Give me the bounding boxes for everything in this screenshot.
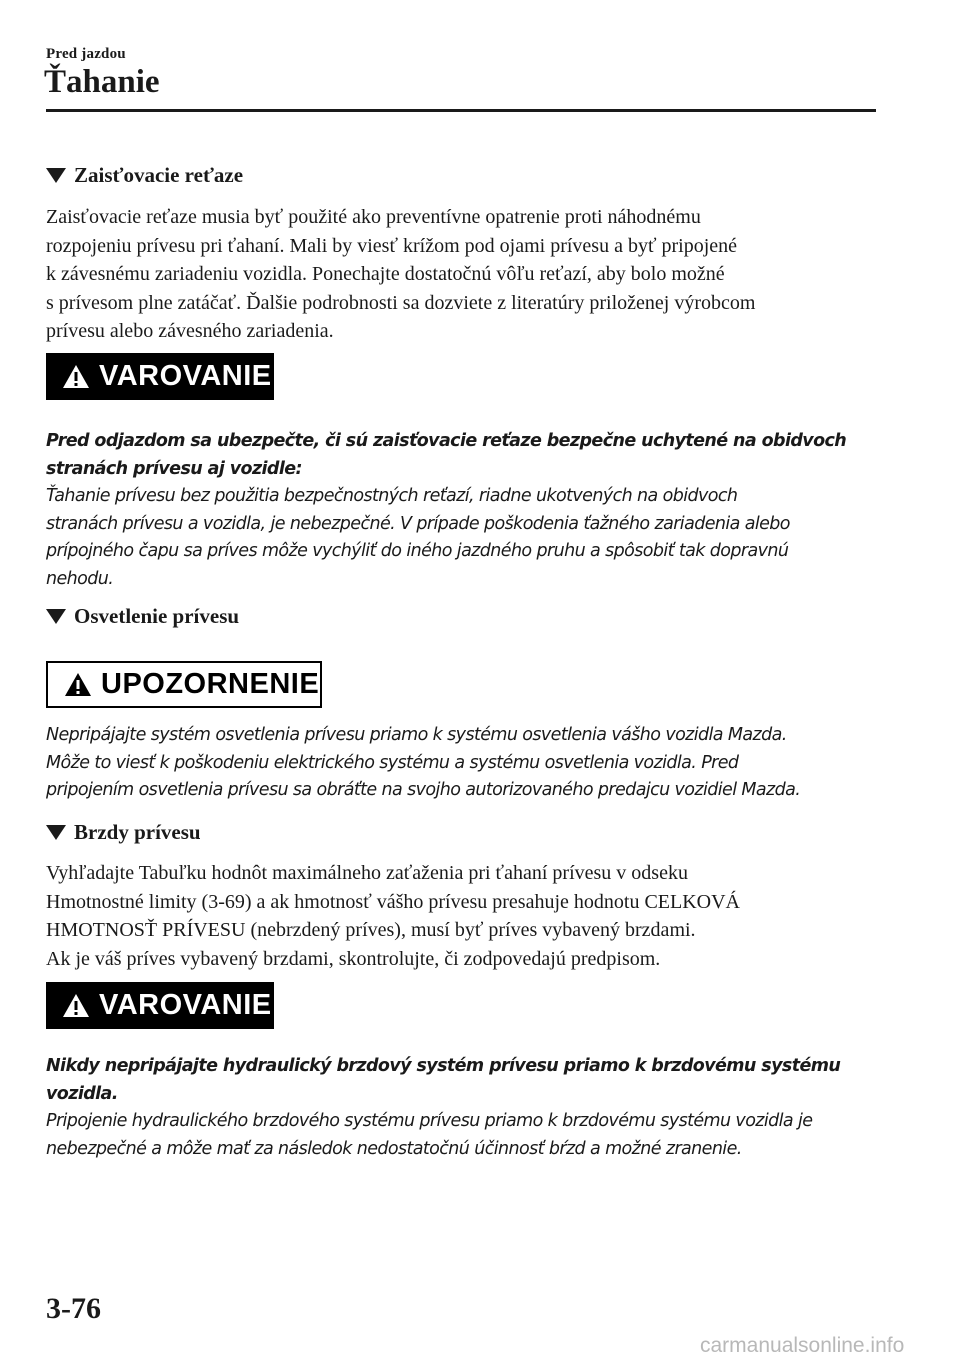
paragraph-line: HMOTNOSŤ PRÍVESU (nebrzdený príves), musí byť príves vybavený brzdami. — [46, 919, 696, 941]
paragraph-line: rozpojeniu prívesu pri ťahaní. Mali by viesť krížom pod ojami prívesu a byť pripojené — [46, 234, 738, 257]
paragraph-line: s prívesom plne zatáčať. Ďalšie podrobnosti sa dozviete z literatúry priloženej výrobcom — [46, 291, 756, 314]
section-heading-trailer-lights — [46, 602, 239, 630]
paragraph-line: Ak je váš príves vybavený brzdami, skontrolujte, či zodpovedajú predpisom. — [46, 947, 661, 970]
warning-triangle-icon — [62, 364, 90, 389]
paragraph-line: Zaisťovacie reťaze musia byť použité ako preventívne opatrenie proti náhodnému — [46, 206, 701, 228]
paragraph-trailer-brakes — [46, 859, 886, 973]
watermark: carmanualsonline.info — [700, 1334, 905, 1357]
warning-line: stranách prívesu a vozidla, je nebezpečné. V prípade poškodenia ťažného zariadenia alebo — [46, 513, 790, 534]
caution-line: Môže to viesť k poškodeniu elektrického systému a systému osvetlenia vozidla. Pred — [46, 752, 739, 773]
warning-text-safety-chains — [46, 428, 896, 593]
caution-badge — [46, 661, 322, 708]
warning-line: Pripojenie hydraulického brzdového systému prívesu priamo k brzdovému systému vozidla je — [46, 1111, 813, 1131]
warning-triangle-icon — [62, 993, 90, 1018]
warning-bold-line: Pred odjazdom sa ubezpečte, či sú zaisťovacie reťaze bezpečne uchytené na obidvoch — [46, 431, 847, 451]
warning-badge — [46, 982, 274, 1029]
warning-text-trailer-brakes — [46, 1053, 896, 1163]
paragraph-line: Vyhľadajte Tabuľku hodnôt maximálneho zaťaženia pri ťahaní prívesu v odseku — [46, 862, 688, 884]
triangle-bullet-icon — [46, 825, 66, 840]
section-heading-safety-chains — [46, 161, 243, 189]
warning-line: nebezpečné a môže mať za následok nedostatočnú účinnosť bŕzd a možné zranenie. — [46, 1138, 742, 1159]
triangle-bullet-icon — [46, 168, 66, 183]
caution-badge-label: UPOZORNENIE — [101, 668, 320, 700]
section-heading-label: Brzdy prívesu — [74, 820, 201, 844]
section-heading-label: Osvetlenie prívesu — [74, 604, 240, 628]
caution-triangle-icon — [64, 672, 92, 697]
warning-line: Ťahanie prívesu bez použitia bezpečnostných reťazí, riadne ukotvených na obidvoch — [46, 486, 738, 506]
section-heading-trailer-brakes — [46, 818, 201, 846]
warning-line: nehodu. — [46, 568, 114, 589]
warning-bold-line: Nikdy nepripájajte hydraulický brzdový systém prívesu priamo k brzdovému systému vozidla. — [46, 1056, 841, 1104]
warning-bold-line: stranách prívesu aj vozidle: — [46, 458, 302, 479]
paragraph-safety-chains — [46, 203, 886, 346]
caution-text-trailer-lights — [46, 722, 896, 805]
header-rule — [46, 109, 876, 112]
caution-line: Nepripájajte systém osvetlenia prívesu priamo k systému osvetlenia vášho vozidla Mazda. — [46, 725, 787, 745]
caution-line: pripojením osvetlenia prívesu sa obráťte na svojho autorizovaného predajcu vozidiel Mazda. — [46, 780, 801, 800]
paragraph-line: prívesu alebo závesného zariadenia. — [46, 320, 334, 342]
page-number: 3-76 — [46, 1292, 101, 1325]
section-subtitle: Pred jazdou — [46, 46, 126, 62]
warning-line: prípojného čapu sa príves môže vychýliť do iného jazdného pruhu a spôsobiť tak dopravnú — [46, 541, 789, 561]
warning-badge-label: VAROVANIE — [99, 989, 272, 1021]
warning-badge — [46, 353, 274, 400]
warning-badge-label: VAROVANIE — [99, 360, 272, 392]
paragraph-line: k závesnému zariadeniu vozidla. Ponechajte dostatočnú vôľu reťazí, aby bolo možné — [46, 263, 725, 285]
triangle-bullet-icon — [46, 609, 66, 624]
page-title: Ťahanie — [44, 64, 160, 100]
paragraph-line: Hmotnostné limity (3-69) a ak hmotnosť vášho prívesu presahuje hodnotu CELKOVÁ — [46, 890, 741, 913]
section-heading-label: Zaisťovacie reťaze — [74, 163, 244, 187]
